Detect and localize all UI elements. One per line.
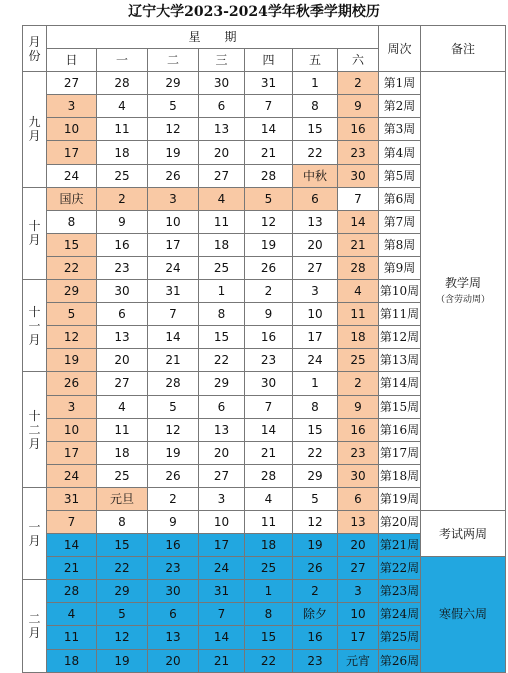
day-cell: 20 bbox=[148, 649, 199, 672]
day-cell: 1 bbox=[199, 280, 245, 303]
day-cell: 18 bbox=[47, 649, 97, 672]
day-cell: 28 bbox=[47, 580, 97, 603]
day-cell: 5 bbox=[245, 187, 293, 210]
note-text: 教学周 bbox=[444, 275, 481, 290]
day-cell: 15 bbox=[199, 326, 245, 349]
week-number: 第22周 bbox=[379, 557, 421, 580]
day-cell: 23 bbox=[245, 349, 293, 372]
day-cell: 2 bbox=[97, 187, 148, 210]
day-cell: 31 bbox=[245, 72, 293, 95]
day-cell: 6 bbox=[199, 95, 245, 118]
week-number: 第24周 bbox=[379, 603, 421, 626]
day-cell: 10 bbox=[47, 418, 97, 441]
day-cell: 21 bbox=[199, 649, 245, 672]
day-cell: 9 bbox=[245, 303, 293, 326]
day-cell: 18 bbox=[199, 233, 245, 256]
day-cell: 30 bbox=[338, 164, 379, 187]
week-row bbox=[23, 557, 506, 580]
day-cell: 23 bbox=[97, 256, 148, 279]
day-cell: 6 bbox=[293, 187, 338, 210]
month-label bbox=[23, 487, 47, 579]
month-label bbox=[23, 372, 47, 487]
day-cell: 17 bbox=[47, 141, 97, 164]
day-cell: 29 bbox=[47, 280, 97, 303]
week-number: 第18周 bbox=[379, 464, 421, 487]
day-cell: 28 bbox=[338, 256, 379, 279]
day-cell: 20 bbox=[97, 349, 148, 372]
day-cell: 20 bbox=[199, 441, 245, 464]
day-cell: 27 bbox=[199, 164, 245, 187]
school-calendar-table bbox=[22, 25, 506, 673]
week-number: 第3周 bbox=[379, 118, 421, 141]
day-cell: 2 bbox=[338, 72, 379, 95]
day-cell: 4 bbox=[338, 280, 379, 303]
day-cell: 20 bbox=[293, 233, 338, 256]
day-cell: 17 bbox=[148, 233, 199, 256]
day-cell: 23 bbox=[148, 557, 199, 580]
day-cell: 21 bbox=[47, 557, 97, 580]
day-cell: 6 bbox=[97, 303, 148, 326]
week-number: 第23周 bbox=[379, 580, 421, 603]
day-cell: 6 bbox=[338, 487, 379, 510]
day-cell: 7 bbox=[148, 303, 199, 326]
day-cell: 15 bbox=[97, 534, 148, 557]
week-number: 第12周 bbox=[379, 326, 421, 349]
month-header bbox=[23, 26, 47, 72]
day-cell: 12 bbox=[148, 118, 199, 141]
week-number: 第2周 bbox=[379, 95, 421, 118]
day-cell: 6 bbox=[199, 395, 245, 418]
day-cell: 11 bbox=[245, 510, 293, 533]
day-cell: 27 bbox=[199, 464, 245, 487]
day-cell: 25 bbox=[97, 164, 148, 187]
day-cell: 11 bbox=[199, 210, 245, 233]
day-cell: 24 bbox=[47, 464, 97, 487]
day-cell: 25 bbox=[245, 557, 293, 580]
day-cell: 2 bbox=[338, 372, 379, 395]
day-cell: 27 bbox=[47, 72, 97, 95]
day-cell: 12 bbox=[97, 626, 148, 649]
day-cell: 27 bbox=[338, 557, 379, 580]
note-text: 寒假六周 bbox=[438, 607, 487, 622]
week-number: 第20周 bbox=[379, 510, 421, 533]
weekday-mon: 一 bbox=[97, 49, 148, 72]
day-cell: 4 bbox=[47, 603, 97, 626]
week-number: 第6周 bbox=[379, 187, 421, 210]
day-cell: 7 bbox=[245, 95, 293, 118]
week-row bbox=[23, 72, 506, 95]
week-number: 第7周 bbox=[379, 210, 421, 233]
day-cell: 14 bbox=[245, 118, 293, 141]
week-number: 第16周 bbox=[379, 418, 421, 441]
day-cell: 30 bbox=[148, 580, 199, 603]
week-number: 第4周 bbox=[379, 141, 421, 164]
day-cell: 14 bbox=[199, 626, 245, 649]
day-cell: 12 bbox=[47, 326, 97, 349]
day-cell: 25 bbox=[338, 349, 379, 372]
day-cell: 12 bbox=[293, 510, 338, 533]
day-cell: 7 bbox=[47, 510, 97, 533]
day-cell: 14 bbox=[148, 326, 199, 349]
weekday-group-header: 星 期 bbox=[47, 26, 379, 49]
day-cell: 29 bbox=[148, 72, 199, 95]
day-cell: 17 bbox=[293, 326, 338, 349]
weekday-sat: 六 bbox=[338, 49, 379, 72]
week-number: 第21周 bbox=[379, 534, 421, 557]
day-cell: 8 bbox=[293, 95, 338, 118]
day-cell: 9 bbox=[338, 395, 379, 418]
day-cell: 22 bbox=[47, 256, 97, 279]
day-cell: 12 bbox=[245, 210, 293, 233]
day-cell: 10 bbox=[47, 118, 97, 141]
day-cell: 除夕 bbox=[293, 603, 338, 626]
month-label bbox=[23, 580, 47, 672]
week-number: 第26周 bbox=[379, 649, 421, 672]
day-cell: 12 bbox=[148, 418, 199, 441]
month-label bbox=[23, 280, 47, 372]
day-cell: 16 bbox=[97, 233, 148, 256]
day-cell: 17 bbox=[199, 534, 245, 557]
day-cell: 3 bbox=[199, 487, 245, 510]
day-cell: 6 bbox=[148, 603, 199, 626]
day-cell: 13 bbox=[199, 118, 245, 141]
day-cell: 1 bbox=[245, 580, 293, 603]
day-cell: 24 bbox=[148, 256, 199, 279]
day-cell: 9 bbox=[338, 95, 379, 118]
week-number: 第10周 bbox=[379, 280, 421, 303]
day-cell: 16 bbox=[148, 534, 199, 557]
day-cell: 25 bbox=[97, 464, 148, 487]
month-label bbox=[23, 72, 47, 187]
calendar-body bbox=[23, 72, 506, 672]
weekday-wed: 三 bbox=[199, 49, 245, 72]
day-cell: 18 bbox=[97, 141, 148, 164]
day-cell: 10 bbox=[293, 303, 338, 326]
day-cell: 22 bbox=[97, 557, 148, 580]
day-cell: 13 bbox=[97, 326, 148, 349]
day-cell: 20 bbox=[199, 141, 245, 164]
day-cell: 2 bbox=[245, 280, 293, 303]
day-cell: 国庆 bbox=[47, 187, 97, 210]
day-cell: 14 bbox=[47, 534, 97, 557]
week-number: 第13周 bbox=[379, 349, 421, 372]
day-cell: 4 bbox=[97, 95, 148, 118]
month-label-text: 一月 bbox=[28, 519, 41, 548]
day-cell: 5 bbox=[148, 395, 199, 418]
day-cell: 14 bbox=[338, 210, 379, 233]
month-label-text: 二月 bbox=[28, 611, 41, 640]
day-cell: 3 bbox=[293, 280, 338, 303]
weekday-thu: 四 bbox=[245, 49, 293, 72]
day-cell: 2 bbox=[293, 580, 338, 603]
day-cell: 4 bbox=[199, 187, 245, 210]
day-cell: 15 bbox=[47, 233, 97, 256]
day-cell: 19 bbox=[97, 649, 148, 672]
day-cell: 19 bbox=[148, 441, 199, 464]
day-cell: 4 bbox=[97, 395, 148, 418]
day-cell: 元旦 bbox=[97, 487, 148, 510]
day-cell: 5 bbox=[148, 95, 199, 118]
day-cell: 26 bbox=[293, 557, 338, 580]
month-label-text: 十一月 bbox=[28, 304, 41, 347]
day-cell: 30 bbox=[199, 72, 245, 95]
week-number: 第25周 bbox=[379, 626, 421, 649]
day-cell: 18 bbox=[338, 326, 379, 349]
day-cell: 16 bbox=[338, 418, 379, 441]
day-cell: 17 bbox=[338, 626, 379, 649]
day-cell: 19 bbox=[148, 141, 199, 164]
day-cell: 23 bbox=[293, 649, 338, 672]
day-cell: 22 bbox=[199, 349, 245, 372]
day-cell: 10 bbox=[199, 510, 245, 533]
day-cell: 19 bbox=[47, 349, 97, 372]
day-cell: 22 bbox=[293, 141, 338, 164]
day-cell: 5 bbox=[97, 603, 148, 626]
note-cell bbox=[421, 510, 506, 556]
day-cell: 26 bbox=[148, 164, 199, 187]
day-cell: 4 bbox=[245, 487, 293, 510]
weekday-sun: 日 bbox=[47, 49, 97, 72]
weekday-fri: 五 bbox=[293, 49, 338, 72]
day-cell: 19 bbox=[293, 534, 338, 557]
day-cell: 31 bbox=[47, 487, 97, 510]
day-cell: 16 bbox=[338, 118, 379, 141]
day-cell: 7 bbox=[245, 395, 293, 418]
day-cell: 22 bbox=[293, 441, 338, 464]
day-cell: 19 bbox=[245, 233, 293, 256]
day-cell: 20 bbox=[338, 534, 379, 557]
week-number: 第14周 bbox=[379, 372, 421, 395]
day-cell: 7 bbox=[338, 187, 379, 210]
day-cell: 11 bbox=[97, 118, 148, 141]
day-cell: 13 bbox=[148, 626, 199, 649]
day-cell: 21 bbox=[245, 141, 293, 164]
day-cell: 23 bbox=[338, 141, 379, 164]
day-cell: 元宵 bbox=[338, 649, 379, 672]
note-cell bbox=[421, 72, 506, 511]
day-cell: 26 bbox=[245, 256, 293, 279]
day-cell: 13 bbox=[199, 418, 245, 441]
week-number-header: 周次 bbox=[379, 26, 421, 72]
day-cell: 28 bbox=[97, 72, 148, 95]
month-label bbox=[23, 187, 47, 279]
day-cell: 8 bbox=[199, 303, 245, 326]
day-cell: 27 bbox=[293, 256, 338, 279]
week-number: 第11周 bbox=[379, 303, 421, 326]
day-cell: 29 bbox=[97, 580, 148, 603]
day-cell: 14 bbox=[245, 418, 293, 441]
day-cell: 15 bbox=[293, 418, 338, 441]
week-row bbox=[23, 510, 506, 533]
day-cell: 29 bbox=[293, 464, 338, 487]
week-number: 第1周 bbox=[379, 72, 421, 95]
day-cell: 26 bbox=[47, 372, 97, 395]
day-cell: 21 bbox=[338, 233, 379, 256]
note-cell bbox=[421, 557, 506, 672]
day-cell: 18 bbox=[245, 534, 293, 557]
week-number: 第8周 bbox=[379, 233, 421, 256]
day-cell: 17 bbox=[47, 441, 97, 464]
day-cell: 8 bbox=[47, 210, 97, 233]
week-number: 第15周 bbox=[379, 395, 421, 418]
day-cell: 30 bbox=[97, 280, 148, 303]
day-cell: 26 bbox=[148, 464, 199, 487]
day-cell: 30 bbox=[245, 372, 293, 395]
day-cell: 8 bbox=[97, 510, 148, 533]
day-cell: 中秋 bbox=[293, 164, 338, 187]
day-cell: 28 bbox=[148, 372, 199, 395]
week-number: 第5周 bbox=[379, 164, 421, 187]
day-cell: 5 bbox=[47, 303, 97, 326]
day-cell: 28 bbox=[245, 164, 293, 187]
day-cell: 10 bbox=[148, 210, 199, 233]
day-cell: 22 bbox=[245, 649, 293, 672]
week-number: 第17周 bbox=[379, 441, 421, 464]
day-cell: 9 bbox=[148, 510, 199, 533]
day-cell: 3 bbox=[148, 187, 199, 210]
day-cell: 31 bbox=[199, 580, 245, 603]
month-header-label: 月份 bbox=[28, 34, 41, 63]
day-cell: 31 bbox=[148, 280, 199, 303]
day-cell: 9 bbox=[97, 210, 148, 233]
week-number: 第19周 bbox=[379, 487, 421, 510]
day-cell: 10 bbox=[338, 603, 379, 626]
day-cell: 21 bbox=[148, 349, 199, 372]
month-label-text: 十月 bbox=[28, 219, 41, 248]
day-cell: 29 bbox=[199, 372, 245, 395]
day-cell: 1 bbox=[293, 72, 338, 95]
day-cell: 2 bbox=[148, 487, 199, 510]
day-cell: 27 bbox=[97, 372, 148, 395]
day-cell: 8 bbox=[293, 395, 338, 418]
day-cell: 16 bbox=[293, 626, 338, 649]
month-label-text: 九月 bbox=[28, 115, 41, 144]
day-cell: 25 bbox=[199, 256, 245, 279]
day-cell: 28 bbox=[245, 464, 293, 487]
day-cell: 24 bbox=[199, 557, 245, 580]
day-cell: 16 bbox=[245, 326, 293, 349]
day-cell: 11 bbox=[47, 626, 97, 649]
weekday-tue: 二 bbox=[148, 49, 199, 72]
day-cell: 18 bbox=[97, 441, 148, 464]
day-cell: 13 bbox=[338, 510, 379, 533]
page-title: 辽宁大学2023-2024学年秋季学期校历 bbox=[128, 4, 380, 20]
note-subtext: （含劳动周） bbox=[435, 294, 490, 305]
day-cell: 21 bbox=[245, 441, 293, 464]
month-label-text: 十二月 bbox=[28, 408, 41, 451]
day-cell: 24 bbox=[293, 349, 338, 372]
day-cell: 1 bbox=[293, 372, 338, 395]
day-cell: 3 bbox=[47, 95, 97, 118]
day-cell: 11 bbox=[97, 418, 148, 441]
day-cell: 3 bbox=[338, 580, 379, 603]
note-header: 备注 bbox=[421, 26, 506, 72]
week-number: 第9周 bbox=[379, 256, 421, 279]
day-cell: 24 bbox=[47, 164, 97, 187]
day-cell: 15 bbox=[245, 626, 293, 649]
day-cell: 5 bbox=[293, 487, 338, 510]
day-cell: 23 bbox=[338, 441, 379, 464]
day-cell: 8 bbox=[245, 603, 293, 626]
note-text: 考试两周 bbox=[438, 526, 487, 541]
day-cell: 7 bbox=[199, 603, 245, 626]
day-cell: 3 bbox=[47, 395, 97, 418]
day-cell: 13 bbox=[293, 210, 338, 233]
day-cell: 11 bbox=[338, 303, 379, 326]
day-cell: 30 bbox=[338, 464, 379, 487]
day-cell: 15 bbox=[293, 118, 338, 141]
